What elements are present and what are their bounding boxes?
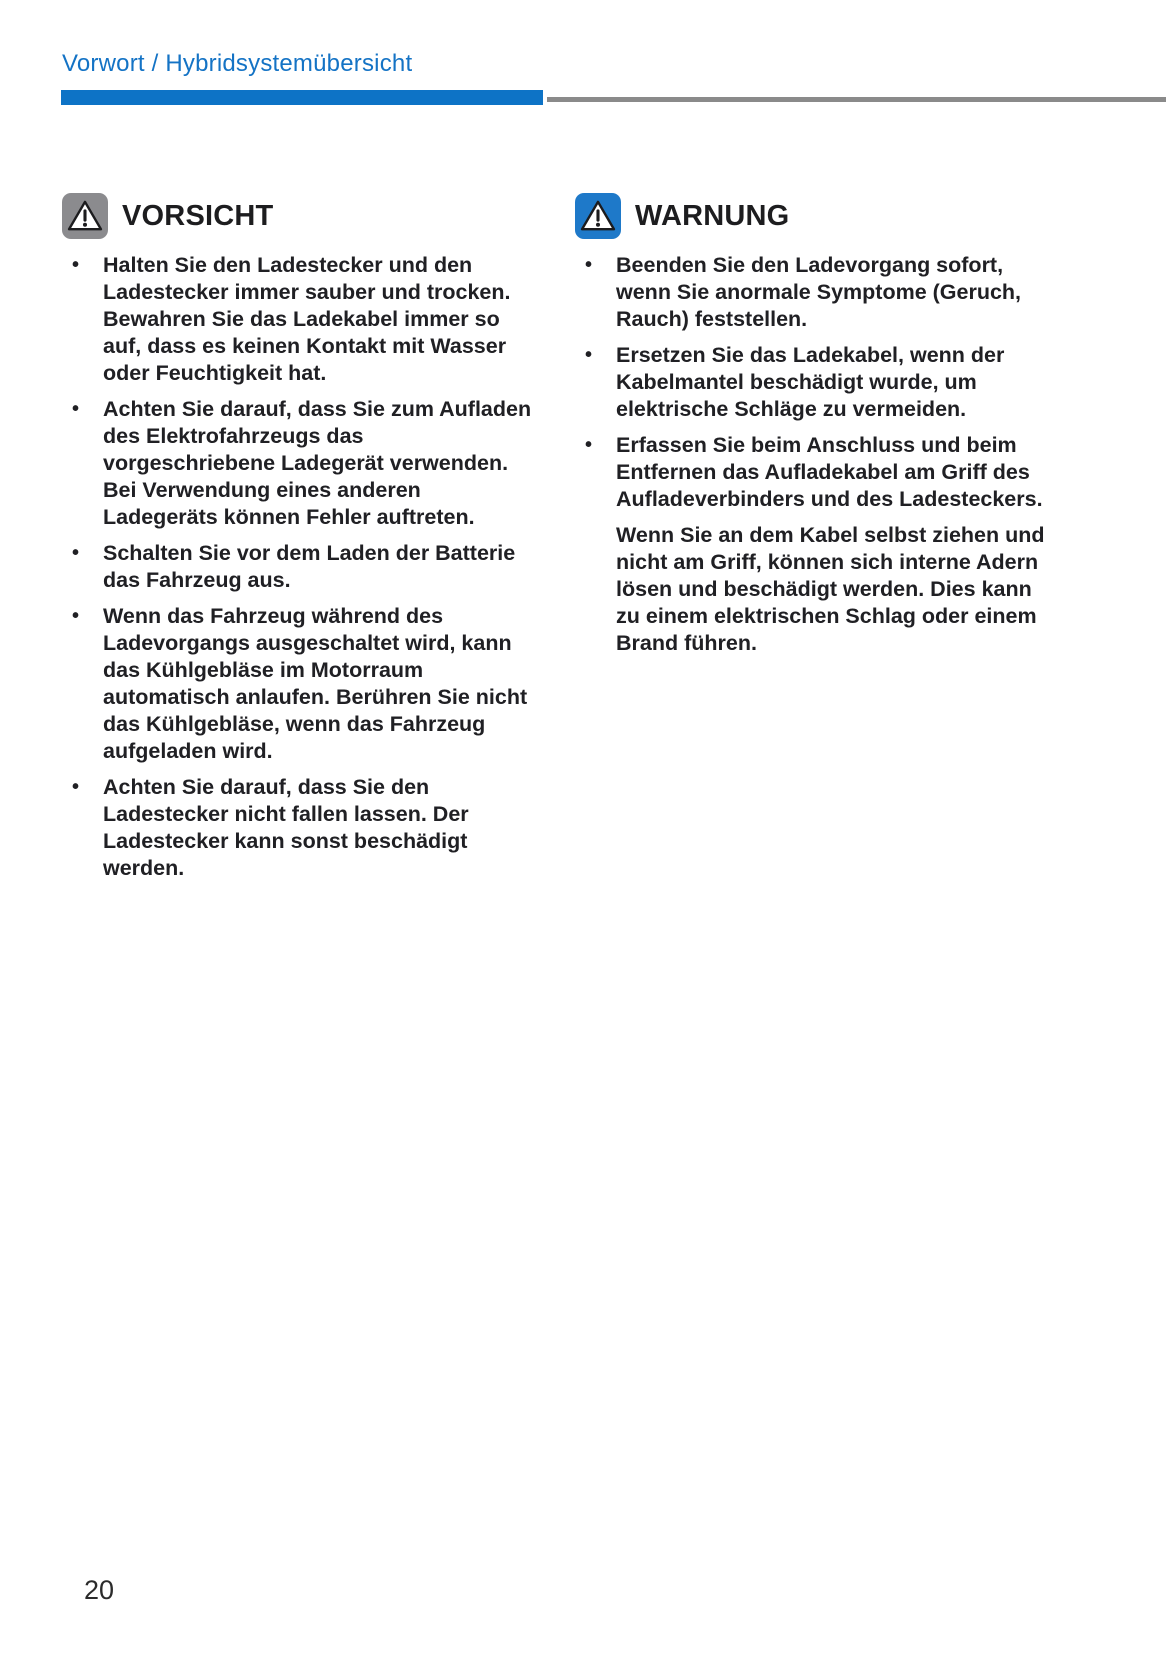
breadcrumb: Vorwort / Hybridsystemübersicht bbox=[62, 50, 413, 77]
warning-note: Wenn Sie an dem Kabel selbst ziehen und nicht am Griff, können sich interne Adern lösen und beschädigt werden. Dies kann zu einem elektrischen Schlag oder einem Brand führen. bbox=[616, 523, 1045, 655]
bullet-marker: • bbox=[585, 254, 593, 276]
list-item bbox=[62, 774, 532, 882]
list-item-text: Schalten Sie vor dem Laden der Batterie das Fahrzeug aus. bbox=[103, 541, 516, 592]
list-item-text: Beenden Sie den Ladevorgang sofort, wenn Sie anormale Symptome (Geruch, Rauch) feststellen. bbox=[616, 253, 1022, 331]
bullet-marker: • bbox=[585, 434, 593, 456]
page-number: 20 bbox=[84, 1575, 115, 1605]
list-item bbox=[62, 252, 532, 387]
list-item bbox=[62, 540, 532, 594]
warning-title: WARNUNG bbox=[635, 199, 790, 232]
warning-section bbox=[575, 193, 1053, 657]
list-item bbox=[575, 252, 1053, 333]
caution-warning-triangle-icon bbox=[62, 193, 108, 239]
bullet-marker: • bbox=[72, 605, 80, 627]
list-item-text: Achten Sie darauf, dass Sie den Ladestecker nicht fallen lassen. Der Ladestecker kann sonst beschädigt werden. bbox=[103, 775, 469, 880]
bullet-marker: • bbox=[72, 398, 80, 420]
bullet-marker: • bbox=[72, 254, 80, 276]
list-item-text: Achten Sie darauf, dass Sie zum Aufladen des Elektrofahrzeugs das vorgeschriebene Ladegerät verwenden. Bei Verwendung eines anderen Ladegeräts können Fehler auftreten. bbox=[103, 397, 532, 529]
header-accent-bar bbox=[61, 90, 543, 105]
list-item bbox=[575, 432, 1053, 513]
list-item bbox=[62, 603, 532, 765]
bullet-marker: • bbox=[72, 542, 80, 564]
list-item-text: Halten Sie den Ladestecker und den Ladestecker immer sauber und trocken. Bewahren Sie das Ladekabel immer so auf, dass es keinen Kontakt mit Wasser oder Feuchtigkeit hat. bbox=[103, 253, 511, 385]
warning-triangle-icon bbox=[575, 193, 621, 239]
caution-section bbox=[62, 193, 532, 891]
list-item bbox=[62, 396, 532, 531]
caution-heading bbox=[62, 193, 532, 239]
bullet-marker: • bbox=[72, 776, 80, 798]
list-item-text: Ersetzen Sie das Ladekabel, wenn der Kabelmantel beschädigt wurde, um elektrische Schläge zu vermeiden. bbox=[616, 343, 1005, 421]
bullet-marker: • bbox=[585, 344, 593, 366]
header-divider-rule bbox=[547, 97, 1166, 102]
warning-heading bbox=[575, 193, 1053, 239]
list-item-text: Wenn das Fahrzeug während des Ladevorgangs ausgeschaltet wird, kann das Kühlgebläse im Motorraum automatisch anlaufen. Berühren Sie nicht das Kühlgebläse, wenn das Fahrzeug aufgeladen wird. bbox=[103, 604, 528, 763]
list-item-text: Erfassen Sie beim Anschluss und beim Entfernen das Aufladekabel am Griff des Aufladeverbinders und des Ladesteckers. bbox=[616, 433, 1043, 511]
list-item bbox=[575, 342, 1053, 423]
caution-title: VORSICHT bbox=[122, 199, 274, 232]
